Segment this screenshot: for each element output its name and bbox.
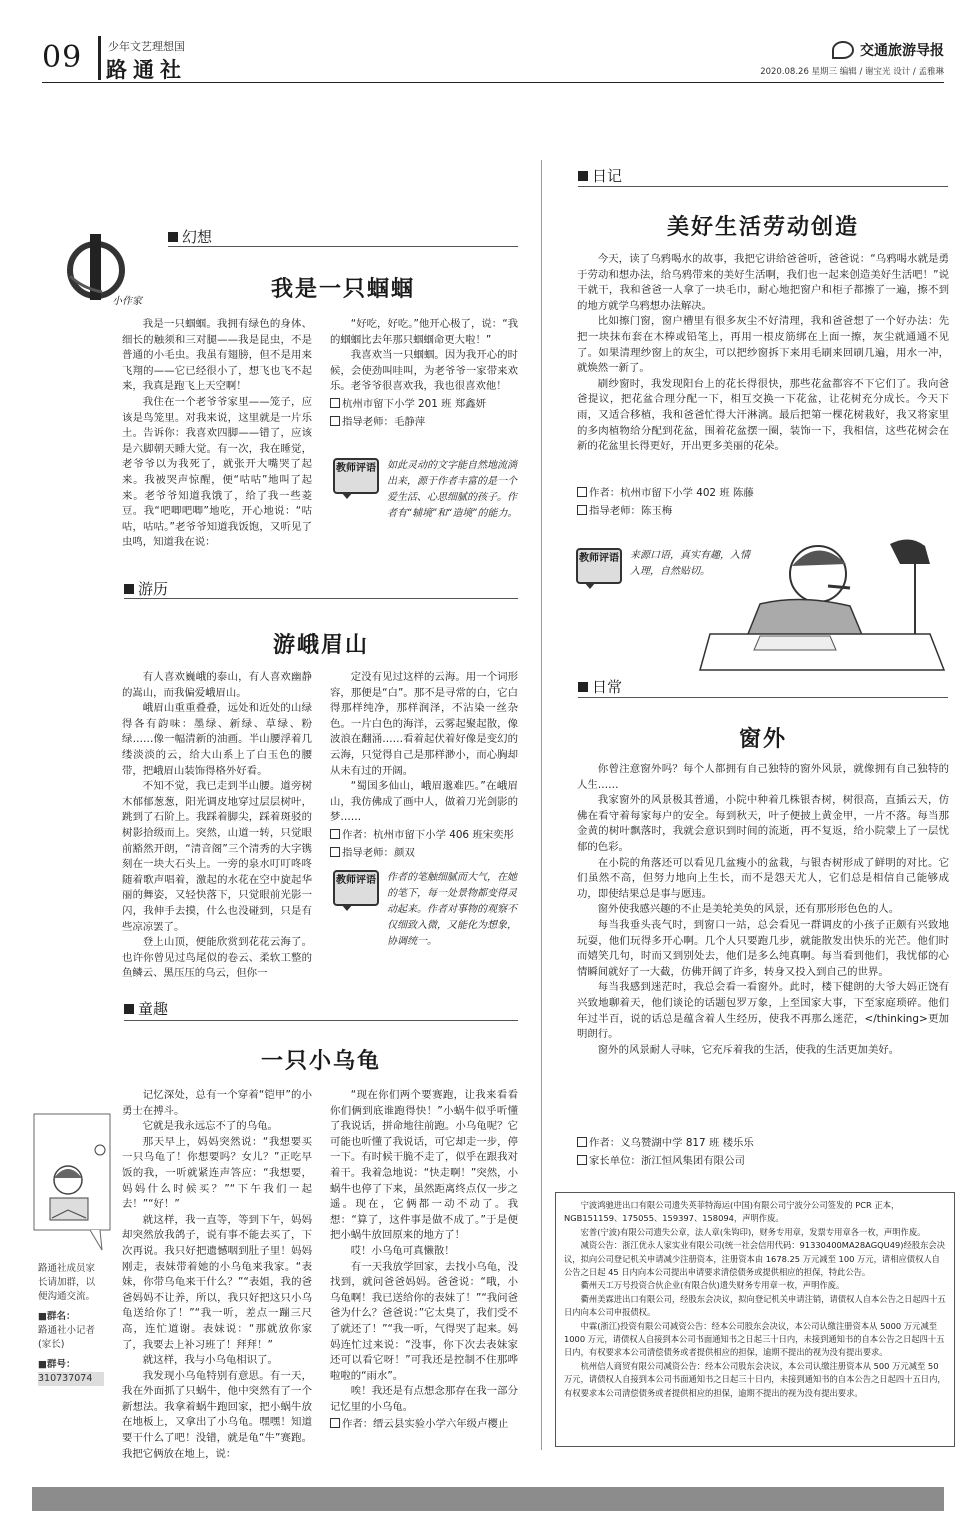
- checkbox-icon: [330, 847, 340, 857]
- review-badge: 教师评语: [333, 870, 379, 906]
- paragraph: 有一天我放学回家，去找小乌龟，没找到，就问爸爸妈妈。爸爸说：“哦，小乌龟啊！我已送给你的表妹了！”“我问爸爸为什么？爸爸说：”它太臭了，我们受不了就还了！”“我一听，气得哭了起来。妈妈连忙过来说：“没事，你下次去表妹家还可以看它呀！”可我还是控制不住那哗啦啦的“雨水”。: [330, 1260, 518, 1382]
- notice-item: 衢州美霖进出口有限公司，经股东会决议，拟向登记机关申请注销，请债权人自本公告之日起四十五日内向本公司申报债权。: [564, 1293, 946, 1318]
- article-meta: [577, 484, 877, 520]
- paper-logo-icon: [832, 41, 854, 59]
- article-title-tongqu: 一只小乌龟: [260, 1049, 381, 1074]
- checkbox-icon: [577, 1137, 587, 1147]
- notice-item: 中霖(浙江)投资有限公司减资公告：经本公司股东会决议，本公司认缴注册资本从 5000 万元减至 1000 万元，请债权人自接到本公司书面通知书之日起三十日内，未接到通知书的自本公告之日起四十五日内，有权要求本公司清偿债务或者提供相应的担保，逾期不提出的视为没有提出要求。: [564, 1320, 945, 1358]
- notice-item: 杭州信人商贸有限公司减资公告：经本公司股东会决议，本公司认缴注册资本从 500 万元减至 50 万元，请债权人自接到本公司书面通知书之日起三十日内，未接到通知书的自本公告之日起四十五日内，有权要求本公司清偿债务或者提供相应的担保，逾期不提出的视为没有提出要求。: [564, 1360, 946, 1398]
- paragraph: 今天，读了乌鸦喝水的故事，我把它讲给爸爸听，爸爸说：“乌鸦喝水就是勇于劳动和想办法，给乌鸦带来的美好生活啊，我们也一起来创造美好生活吧！”说干就干，我和爸爸一人拿了一块毛巾，耐心地把窗户和柜子都擦了一遍，擦不到的地方就学乌鸦想办法解决。: [577, 253, 949, 312]
- teacher-line: 指导老师：陈玉梅: [577, 504, 877, 520]
- classified-notices: [555, 1192, 955, 1447]
- checkbox-icon: [577, 505, 587, 515]
- section-tag-youli: [124, 578, 168, 599]
- review-badge: 教师评语: [333, 458, 379, 494]
- section-square-icon: [124, 1004, 134, 1014]
- article-body-col2: [330, 1088, 518, 1431]
- paragraph: “好吃，好吃。”他开心极了，说：“我的蝈蝈比去年那只蝈蝈命更大啦！”: [330, 318, 518, 346]
- article-body-col2: [330, 317, 518, 442]
- student-studying-icon: [700, 524, 950, 674]
- article-body-col1: [122, 1088, 312, 1460]
- paragraph: 定没有见过这样的云海。用一个词形容，那便是“白”。那不是寻常的白，它白得那样纯净，那样润泽，不沾染一丝杂色。一片白色的海洋，云雾起聚起散，像波浪在翻涌……看着起伏着好像是变幻的云海，只觉得自己是那样渺小，而心胸却从未有过的开阔。: [330, 671, 518, 777]
- notice-item: 衢州天工万号投资合伙企业(有限合伙)遗失财务专用章一枚，声明作废。: [580, 1280, 845, 1291]
- group-name: 路通社小记者(家长): [38, 1325, 96, 1350]
- paragraph: 有人喜欢巍峨的泰山，有人喜欢幽静的嵩山，而我偏爱峨眉山。: [122, 671, 312, 699]
- paragraph: 我喜欢当一只蝈蝈。因为我开心的时候，会使劲叫哇叫，为老爷爷一家带来欢乐。老爷爷很喜欢我，我也很喜欢他！: [330, 349, 518, 393]
- checkbox-icon: [330, 1418, 340, 1428]
- paragraph: 刷纱窗时，我发现阳台上的花长得很快，那些花盆都容不下它们了。我向爸爸提议，把花盆合理分配一下，相互交换一下花盆，让花树充分成长。今天下雨，又适合移植，我和爸爸忙得大汗淋漓。最后把第一棵花树栽好，我又将家里的多肉植物给分配到花盆，围着花盆摆一圈，装饰一下，我相信，这些花树会在新的花盆里长得更好，开出更多美丽的花朵。: [577, 377, 949, 453]
- author-line: 作者：缙云县实验小学六年级卢樱止: [330, 1417, 518, 1433]
- article-title-riji: 美好生活劳动创造: [666, 215, 859, 240]
- checkbox-icon: [330, 416, 340, 426]
- author-line: 作者：杭州市留下小学 406 班宋奕彤: [330, 828, 518, 844]
- column-divider: [541, 160, 542, 1450]
- paragraph: 我家窗外的风景极其普通，小院中种着几株银杏树，树很高，直插云天，仿佛在看守着每家每户的安全。每到秋天，叶子便披上黄金甲，一片不落。每当那金黄的树叶飘落时，我就会意识到时间的流逝，再不复返，给小院蒙上了一层忧郁的色彩。: [577, 794, 949, 853]
- checkbox-icon: [577, 1155, 587, 1165]
- dateline: 2020.08.26 星期三 编辑 / 谢宝光 设计 / 孟雅琳: [760, 67, 944, 77]
- paragraph: 唉！我还是有点想念那存在我一部分记忆里的小乌龟。: [330, 1385, 518, 1413]
- section-tag-label: 日常: [592, 678, 623, 696]
- section-rule: [124, 1020, 518, 1021]
- header-subtitle: 少年文艺理想国: [108, 40, 185, 53]
- review-text: 来源口语，真实有趣，入情入理，自然贴切。: [630, 550, 750, 577]
- paragraph: 那天早上，妈妈突然说：“我想要买一只乌龟了！你想要吗？女儿？”正吃早饭的我，一听就紧连声答应：“我想要，妈妈什么时候买？”“下午我们一起去！”“好！”: [122, 1135, 312, 1211]
- notice-item: 宁波鸿驰进出口有限公司遗失英菲特海运(中国)有限公司宁波分公司签发的 PCR 正本，NGB151159、175055、159397、158094，声明作废。: [564, 1200, 900, 1224]
- section-square-icon: [578, 171, 588, 181]
- footer-band: [32, 1487, 944, 1511]
- section-tag-tongqu: [124, 998, 168, 1019]
- paragraph: 你曾注意窗外吗？每个人都拥有自己独特的窗外风景，就像拥有自己独特的人生……: [577, 763, 949, 791]
- review-badge: 教师评语: [576, 548, 622, 584]
- notice-item: 宏普(宁波)有限公司遗失公章，法人章(朱钩印)，财务专用章，发票专用章各一枚，声明作废。: [580, 1226, 926, 1237]
- section-square-icon: [168, 232, 178, 242]
- section-tag-label: 日记: [592, 167, 623, 185]
- section-tag-huanxiang: [168, 226, 212, 247]
- parent-group-callout: [38, 1262, 104, 1386]
- paragraph: 就这样，我与小乌龟相识了。: [142, 1354, 278, 1367]
- paragraph: 在小院的角落还可以看见几盆瘦小的盆栽，与银杏树形成了鲜明的对比。它们虽然不高，但努力地向上生长，而不是怨天尤人，它们总是相信自己能够成功，即使结果总是事与愿违。: [577, 856, 949, 900]
- section-tag-label: 童趣: [138, 1000, 169, 1018]
- teacher-line: 指导老师：毛静萍: [330, 415, 518, 431]
- section-tag-richang: [578, 676, 622, 697]
- section-rule: [578, 697, 948, 698]
- teacher-line: 指导老师：颜双: [330, 846, 518, 862]
- author-line: 作者：杭州市留下小学 402 班 陈藤: [577, 486, 877, 502]
- article-title-youli: 游峨眉山: [272, 633, 369, 658]
- teacher-review: [333, 458, 519, 522]
- article-body-col2: [330, 670, 518, 858]
- page-number: 09: [42, 40, 83, 75]
- paragraph: 每当我感到迷茫时，我总会看一看窗外。此时，楼下健朗的大爷大妈正饶有兴致地聊着天，他们谈论的话题包罗万象，上至国家大事，下至家庭琐碎。他们年过半百，说的话总是蕴含着人生经历，使我不再那么迷茫，</thinking>更加明朗行。: [577, 981, 949, 1041]
- paragraph: 就这样，我一直等，等到下午，妈妈却突然放我鸽子，说有事不能去买了，下次再说。我只好把遗憾咽到肚子里！妈妈刚走，表妹带着她的小乌龟来我家。“表妹，你带乌龟来干什么？”“表姐，我的爸爸妈妈不让养，所以，我只好把这只小乌龟送给你了！”“我一听，差点一蹦三尺高，连忙道谢。表妹说：“那就放你家了，我要去上补习班了！拜拜！”: [122, 1213, 312, 1351]
- article-body-col1: [122, 670, 312, 980]
- logo-caption: 小作家: [112, 296, 142, 307]
- group-name-label: ■群名：: [38, 1311, 76, 1322]
- author-line: 作者：义乌赞湖中学 817 班 楼乐乐: [577, 1136, 949, 1152]
- article-meta: [577, 1134, 949, 1170]
- paragraph: 比如擦门窗，窗户槽里有很多灰尘不好清理，我和爸爸想了一个好办法：先把一块抹布套在木棒或铅笔上，再用一根皮筋绑在上面一擦，灰尘就通通不见了。如果清理纱窗上的灰尘，可以把纱窗拆下来用毛刷来回刷几遍，用水一冲，就焕然一新了。: [577, 315, 949, 375]
- paragraph: “蜀国多仙山，峨眉邈难匹。”在峨眉山，我仿佛成了画中人，做着刀光剑影的梦……: [330, 780, 518, 824]
- section-square-icon: [124, 584, 134, 594]
- checkbox-icon: [330, 829, 340, 839]
- paper-masthead: [832, 40, 944, 60]
- article-body-col1: [122, 317, 312, 549]
- paragraph: 它就是我永远忘不了的乌龟。: [142, 1120, 278, 1133]
- header-rule: [42, 82, 944, 83]
- checkbox-icon: [330, 398, 340, 408]
- paragraph: 每当我垂头丧气时，到窗口一站，总会看见一群调皮的小孩子正颇有兴致地玩耍，他们玩得多开心啊。几个人只要跑几步，就能散发出快乐的光芒。他们时而嬉笑几句，时而又到别处去，他们是多么纯真啊。每当看到他们，我忧郁的心情瞬间就好了一大截，仿佛开阔了许多，转身又投入到自己的世界。: [577, 918, 949, 978]
- checkbox-icon: [577, 487, 587, 497]
- paragraph: 不知不觉，我已走到半山腰。道旁树木郁郁葱葱，阳光调皮地穿过层层树叶，跳到了石阶上。我踩着脚尖，踩着斑驳的树影拾级而上。突然，山道一转，只觉眼前豁然开朗，“清音阁”三个清秀的大字镌刻在一块大石头上。一旁的泉水叮叮咚咚随着歌声唱着，激起的水花在空中旋起华丽的舞姿，又轻快落下，只觉眼前光影一闪，我伸手去摸，什么也没碰到，只是有些凉凉罢了。: [122, 780, 312, 933]
- teacher-review: [333, 870, 519, 950]
- section-square-icon: [578, 682, 588, 692]
- notice-item: 减资公告：浙江优永人家实业有限公司(统一社会信用代码：91330400MA28AGQU49)经股东会决议，拟向公司登记机关申请减少注册资本，注册资本由 1678.25 万元减至 100 万元，请相应债权人自公告之日起 45 日内向本公司提出申请要求清偿债务或提供相应的担保，特此公告。: [564, 1240, 946, 1278]
- paragraph: 窗外的风景耐人寻味，它充斥着我的生活，使我的生活更加美好。: [597, 1043, 900, 1056]
- reading-child-icon: [30, 1110, 120, 1260]
- callout-text: 路通社成员家长请加群，以便沟通交流。: [38, 1263, 96, 1302]
- article-body: [577, 762, 949, 1134]
- article-title-richang: 窗外: [738, 727, 787, 752]
- section-rule: [168, 246, 518, 247]
- paragraph: 登上山顶，便能欣赏到花花云海了。也许你曾见过鸟尾似的卷云、柔软工整的鱼鳞云、黑压压的乌云，但你一: [122, 936, 312, 980]
- section-tag-label: 幻想: [182, 228, 213, 246]
- paragraph: 我住在一个老爷爷家里——笼子，应该是鸟笼里。对我来说，这里就是一片乐土。告诉你：我喜欢四脚——错了，应该是六脚朝天睡大觉。有一次，我在睡觉，老爷爷以为我死了，就张开大嘴哭了起来。我被哭声惊醒，便“咕咕”地叫了起来。老爷爷知道我饿了，给了我一些菱豆。我“吧唧吧唧”地吃，开心地说：“咕咕，咕咕。”老爷爷知道我饭饱，又听见了虫鸣，知道我在说：: [122, 395, 312, 549]
- paper-name: 交通旅游导报: [860, 43, 944, 59]
- paragraph: 峨眉山重重叠叠，远处和近处的山绿得各有韵味：墨绿、新绿、草绿、粉绿……像一幅清新的油画。半山腰浮着几缕淡淡的云，给大山系上了白玉色的腰带，把峨眉山装饰得格外好看。: [122, 702, 312, 777]
- paragraph: 记忆深处，总有一个穿着“铠甲”的小勇士在搏斗。: [122, 1089, 312, 1117]
- group-number: 310737074: [38, 1372, 104, 1386]
- author-line: 杭州市留下小学 201 班 郑鑫妍: [330, 397, 518, 413]
- review-text: 如此灵动的文字能自然地流淌出来，源于作者丰富的是一个爱生活、心思细腻的孩子。作者有“辅境”和“造境”的能力。: [387, 460, 518, 519]
- section-rule: [124, 598, 518, 599]
- paragraph: 窗外使我感兴趣的不止是美轮美奂的风景，还有那形形色色的人。: [597, 903, 900, 916]
- section-rule: [578, 186, 948, 187]
- paragraph: 我是一只蝈蝈。我拥有绿色的身体、细长的触须和三对腿——我是昆虫，不是普通的小毛虫。我虽有翅膀，但不是用来飞翔的——它已经很小了，想飞也飞不起来，我真是跑飞上天空啊！: [122, 318, 312, 393]
- header-divider: [98, 36, 101, 80]
- section-tag-label: 游历: [138, 580, 169, 598]
- paragraph: 我发现小乌龟特别有意思。有一天，我在外面抓了只蜗牛，他中突然有了一个新想法。我拿着蜗牛跑回家，把小蜗牛放在地板上，又拿出了小乌龟。嘿嘿！知道要干什么了吧！没错，就是龟“牛”赛跑。我把它俩放在地上，说：: [122, 1369, 312, 1460]
- group-no-label: ■群号：: [38, 1359, 76, 1370]
- paragraph: 哎！小乌龟可真懒散！: [350, 1244, 455, 1257]
- paragraph: “现在你们两个要赛跑，让我来看看你们俩到底谁跑得快！”小蜗牛似乎听懂了我说话，拼命地往前跑。小乌龟呢？它可能也听懂了我说话，可它却走一步，停一下。有时候干脆不走了，似乎在跟我对着干。我着急地说：“快走啊！”突然，小蜗牛也停了下来，虽然距离终点仅一步之遥。现在，它俩都一动不动了。我想：“算了，这件事是做不成了。”于是便把小蜗牛放回原来的地方了！: [330, 1089, 518, 1242]
- article-title-huanxiang: 我是一只蝈蝈: [270, 277, 415, 302]
- parent-unit-line: 家长单位：浙江恒风集团有限公司: [577, 1154, 949, 1170]
- column-name: 路通社: [106, 58, 187, 82]
- section-tag-riji: [578, 165, 622, 186]
- review-text: 作者的笔触细腻而大气，在她的笔下，每一处景物都变得灵动起来。作者对事物的观察不仅细致入微，又能化为想象，协调统一。: [387, 872, 517, 947]
